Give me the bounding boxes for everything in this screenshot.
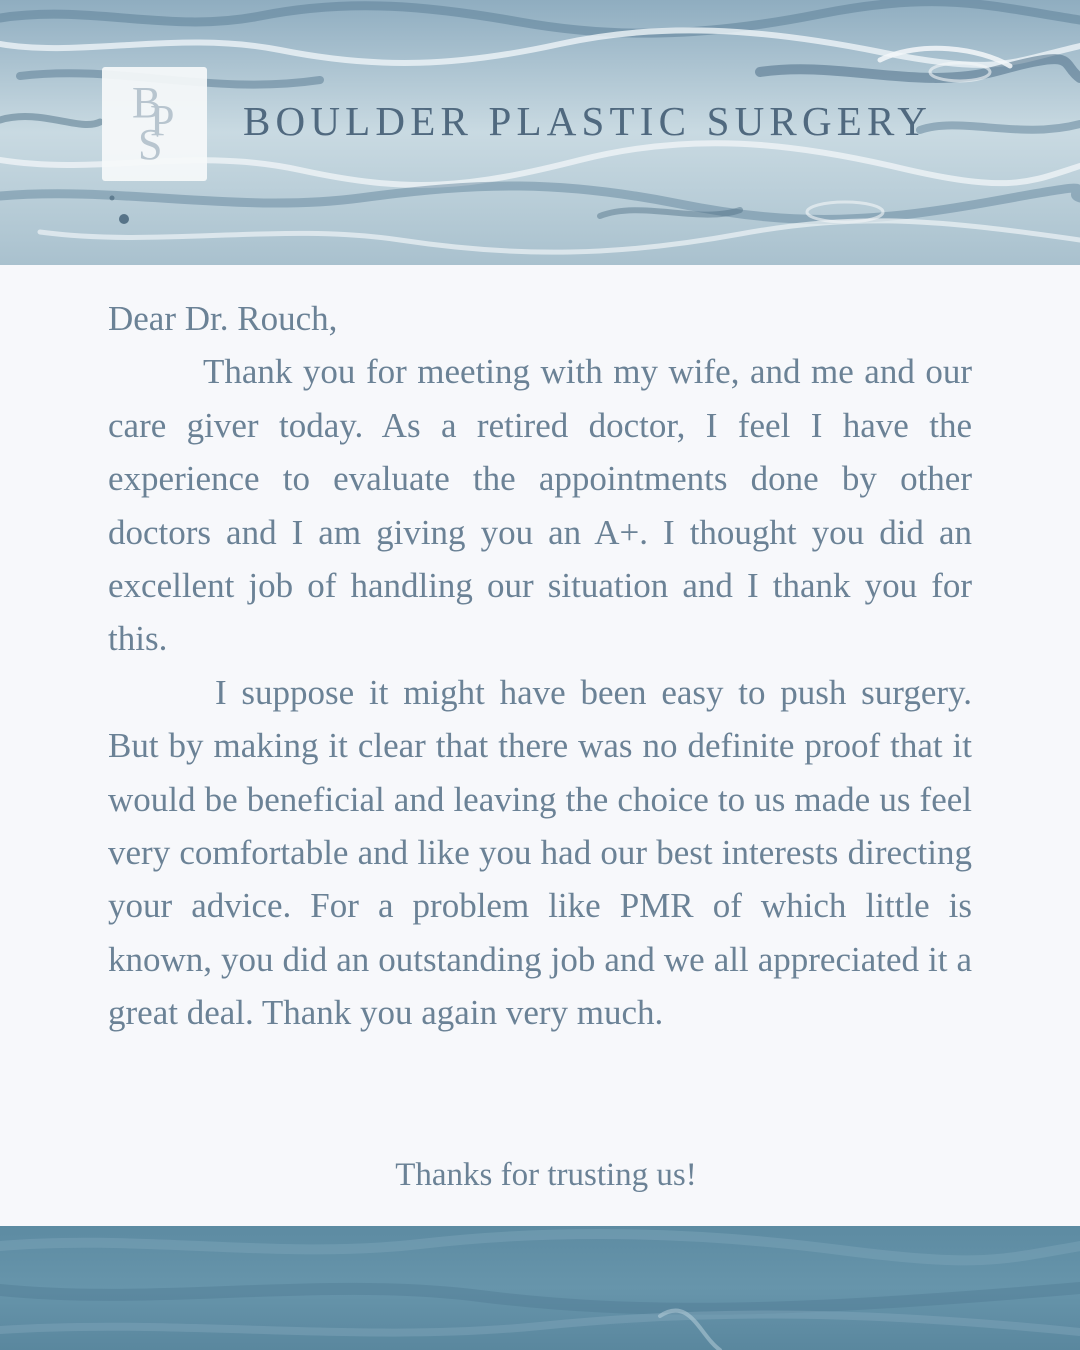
logo-letter-p: P	[150, 96, 175, 145]
header-water-banner	[0, 0, 1080, 265]
monogram-mark	[102, 67, 207, 181]
water-texture-footer	[0, 1226, 1080, 1350]
logo-monogram	[102, 67, 207, 181]
testimonial-letter	[108, 292, 972, 1040]
closing-line: Thanks for trusting us!	[395, 1157, 697, 1193]
letter-paragraph-2: I suppose it might have been easy to push surgery. But by making it clear that there was no definite proof that it would be beneficial and leaving the choice to us made us feel very comfortable and like you had our best interests directing your advice. For a problem like PMR of which little is known, you did an outstanding job and we all appreciated it a great deal. Thank you again very much.	[108, 672, 972, 1033]
letter-salutation: Dear Dr. Rouch,	[108, 299, 338, 338]
footer-water-banner	[0, 1226, 1080, 1350]
logo-letter-s: S	[138, 120, 163, 169]
logo-letter-b: B	[132, 78, 162, 127]
brand-name: BOULDER PLASTIC SURGERY	[243, 98, 933, 144]
letter-paragraph-1: Thank you for meeting with my wife, and me and our care giver today. As a retired doctor, I feel I have the experience to evaluate the appointments done by other doctors and I am giving you an A+. I thought you did an excellent job of handling our situation and I thank you for this.	[108, 352, 972, 659]
